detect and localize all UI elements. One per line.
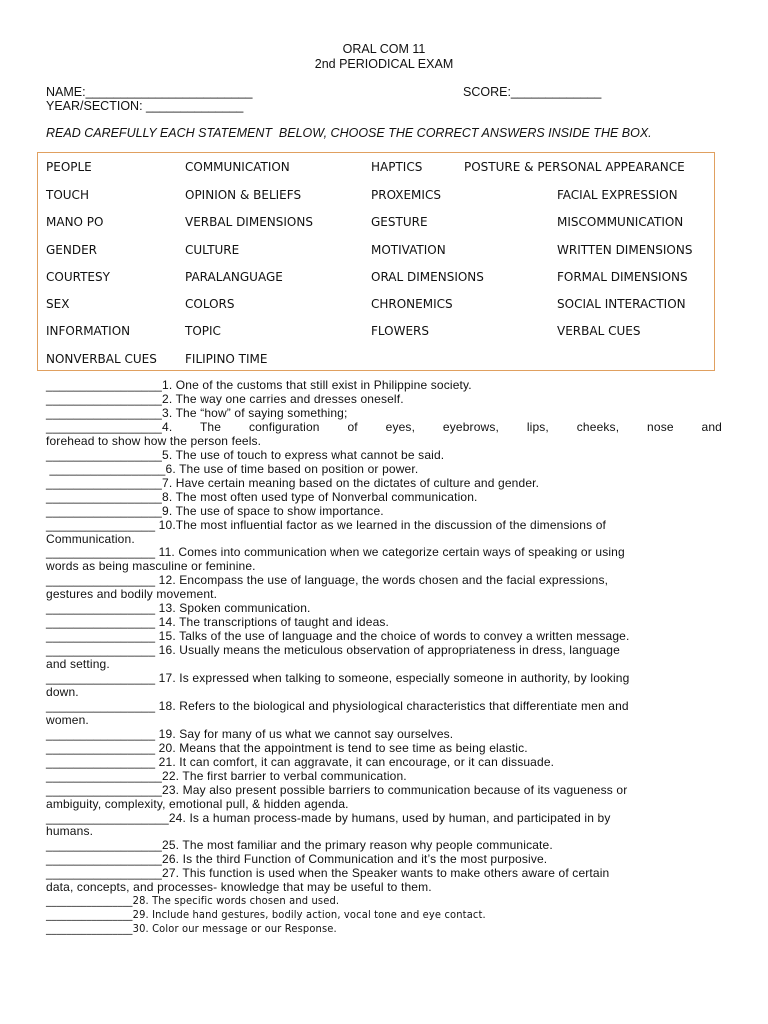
answer-choice: PROXEMICS [371,188,441,202]
question-line: _________________8. The most often used type of Nonverbal communication. [46,489,478,504]
question-line: ________________ 14. The transcriptions of taught and ideas. [46,615,390,630]
answer-choice: TOUCH [46,188,89,202]
score-field[interactable]: SCORE:_____________ [463,85,602,99]
question-line: ________________ 11. Comes into communication when we categorize certain ways of speaking or using [46,545,625,560]
answer-choice: VERBAL CUES [557,324,641,338]
answer-choice: FLOWERS [371,324,430,338]
answer-choice: GENDER [46,243,98,257]
question-line: words as being masculine or feminine. [46,559,256,574]
answer-choice: VERBAL DIMENSIONS [185,215,313,229]
question-line: _________________3. The “how” of saying something; [46,405,348,420]
answer-choice: NONVERBAL CUES [46,352,157,366]
instructions: READ CAREFULLY EACH STATEMENT BELOW, CHOOSE THE CORRECT ANSWERS INSIDE THE BOX. [46,126,652,140]
question-line: ________________ 19. Say for many of us what we cannot say ourselves. [46,726,454,741]
question-line: ________________ 12. Encompass the use of language, the words chosen and the facial expressions, [46,573,609,588]
question-line: gestures and bodily movement. [46,587,218,602]
answer-choice: WRITTEN DIMENSIONS [557,243,693,257]
question-line: _________________30. Color our message or our Response. [46,922,337,935]
answer-choice: GESTURE [371,215,428,229]
question-line: Communication. [46,531,135,546]
question-line: _________________1. One of the customs that still exist in Philippine society. [46,378,472,392]
question-line: down. [46,684,79,699]
question-line: _________________2. The way one carries and dresses oneself. [46,391,404,406]
answer-choice: TOPIC [185,324,221,338]
question-line: women. [46,712,89,727]
answer-choice: COLORS [185,297,235,311]
question-line: forehead to show how the person feels. [46,433,262,448]
question-line: ________________ 10.The most influential factor as we learned in the discussion of the dimensions of [46,517,607,532]
question-line: _________________6. The use of time based on position or power. [46,461,419,476]
answer-choice: COURTESY [46,270,110,284]
year-section-field[interactable]: YEAR/SECTION: ______________ [46,99,244,113]
name-field[interactable]: NAME:________________________ [46,85,253,99]
question-line: data, concepts, and processes- knowledge that may be useful to them. [46,880,432,895]
answer-choice: SOCIAL INTERACTION [557,297,686,311]
answer-choice: FACIAL EXPRESSION [557,188,678,202]
question-line: _________________23. May also present possible barriers to communication because of its vagueness or [46,782,628,797]
answer-choices-box [37,152,715,371]
question-line: _________________26. Is the third Function of Communication and it’s the most purposive. [46,852,548,867]
question-line: _________________22. The first barrier to verbal communication. [46,768,407,783]
question-line: ambiguity, complexity, emotional pull, & hidden agenda. [46,796,349,811]
answer-choice: MOTIVATION [371,243,446,257]
answer-choice: COMMUNICATION [185,160,290,174]
answer-choice: ORAL DIMENSIONS [371,270,484,284]
answer-choice: MANO PO [46,215,104,229]
question-line: ________________ 17. Is expressed when talking to someone, especially someone in authority, by looking [46,671,630,685]
question-line: __________________24. Is a human process-made by humans, used by human, and participated in by [46,810,611,825]
question-line: _________________29. Include hand gestures, bodily action, vocal tone and eye contact. [46,908,486,922]
answer-choice: INFORMATION [46,324,131,338]
answer-choice: SEX [46,297,70,311]
answer-choice: OPINION & BELIEFS [185,188,302,202]
answer-choice: PARALANGUAGE [185,270,283,284]
question-line: _________________4. The configuration of eyes, eyebrows, lips, cheeks, nose and [46,419,722,434]
question-line: ________________ 20. Means that the appointment is tend to see time as being elastic. [46,740,528,755]
exam-period-title: 2nd PERIODICAL EXAM [314,57,454,71]
answer-choice: CHRONEMICS [371,297,453,311]
question-line: ________________ 21. It can comfort, it can aggravate, it can encourage, or it can dissuade. [46,754,555,769]
answer-choice: PEOPLE [46,160,92,174]
question-line: _________________28. The specific words chosen and used. [46,894,340,908]
question-line: and setting. [46,657,110,671]
question-line: _________________5. The use of touch to express what cannot be said. [46,447,445,462]
question-line: ________________ 18. Refers to the biological and physiological characteristics that differentiate men and [46,698,629,713]
question-line: _________________9. The use of space to show importance. [46,503,384,518]
question-line: _________________7. Have certain meaning based on the dictates of culture and gender. [46,475,540,490]
question-line: _________________27. This function is used when the Speaker wants to make others aware of certain [46,866,610,881]
question-line: ________________ 15. Talks of the use of language and the choice of words to convey a written message. [46,629,630,644]
answer-choice: MISCOMMUNICATION [557,215,684,229]
answer-choice: CULTURE [185,243,240,257]
question-line: ________________ 13. Spoken communication. [46,601,311,616]
answer-choice: FILIPINO TIME [185,352,268,366]
answer-choice: HAPTICS [371,160,423,174]
answer-choice: POSTURE & PERSONAL APPEARANCE [464,160,685,174]
exam-subject-title: ORAL COM 11 [342,42,426,56]
answer-choice: FORMAL DIMENSIONS [557,270,688,284]
question-line: _________________25. The most familiar and the primary reason why people communicate. [46,838,553,853]
question-line: ________________ 16. Usually means the meticulous observation of appropriateness in dress, language [46,643,620,657]
question-line: humans. [46,824,94,839]
